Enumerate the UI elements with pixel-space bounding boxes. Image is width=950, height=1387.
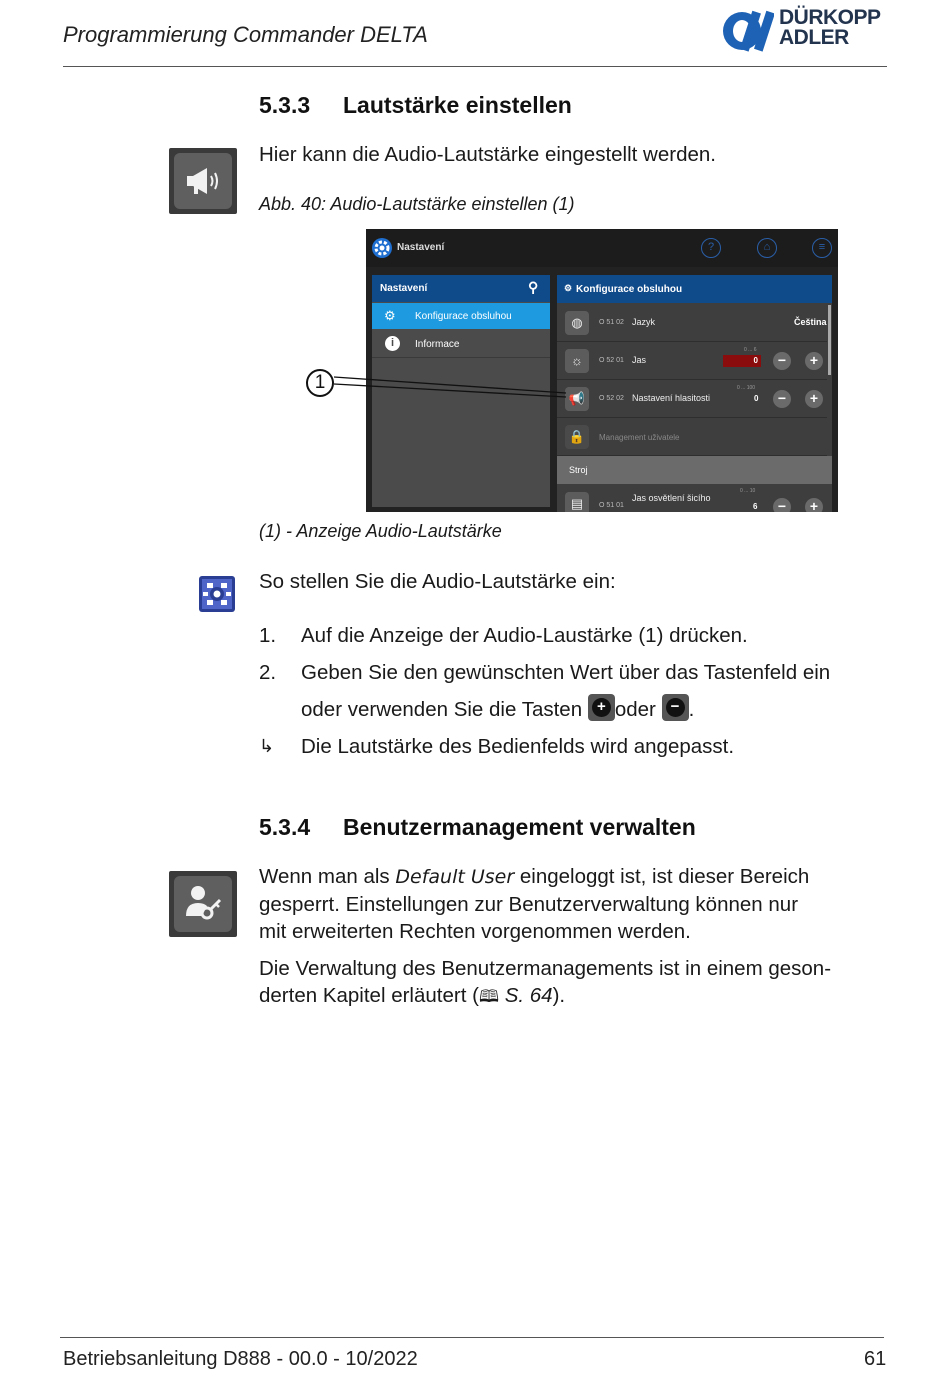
plus-button[interactable]: +	[805, 498, 823, 512]
figure-legend: (1) - Anzeige Audio-Lautstärke	[259, 521, 502, 541]
running-header: Programmierung Commander DELTA	[63, 22, 428, 47]
page-reference-link[interactable]: S. 64	[504, 984, 553, 1007]
section-heading-534	[259, 814, 696, 841]
intro-text: Hier kann die Audio-Lautstärke eingestellt werden.	[259, 143, 716, 166]
step-2-number: 2.	[259, 661, 277, 684]
row-jazyk[interactable]: ◍ O 51 02 Jazyk Čeština	[557, 304, 827, 342]
paragraph-default-user: Wenn man als Default User eingeloggt ist, ist dieser Bereich gesperrt. Einstellungen zur Benutzerverwaltung können nur mit erweiterten Rechten vorgenommen werden.	[259, 865, 810, 943]
screen-titlebar	[366, 229, 838, 267]
search-icon[interactable]: ⚲	[528, 279, 539, 295]
home-icon[interactable]: ⌂	[757, 238, 777, 258]
minus-button[interactable]: −	[773, 352, 791, 370]
user-management-pictogram	[169, 871, 237, 937]
footer-document-id: Betriebsanleitung D888 - 00.0 - 10/2022	[63, 1348, 418, 1370]
logo-line2: ADLER	[779, 26, 849, 49]
result-arrow-icon: ↳	[259, 736, 275, 756]
instruction-lead: So stellen Sie die Audio-Lautstärke ein:	[259, 570, 616, 593]
section-title: Benutzermanagement verwalten	[343, 814, 696, 840]
logo-mark-icon	[722, 10, 774, 52]
row-hlasitost[interactable]: 📢 O 52 02 Nastavení hlasitosti 0 ... 100 0 − +	[557, 380, 827, 418]
lock-icon: 🔒	[565, 425, 589, 449]
volume-button-pictogram	[169, 148, 237, 214]
figure-caption: Abb. 40: Audio-Lautstärke einstellen (1)	[259, 194, 575, 214]
section-number: 5.3.3	[259, 92, 311, 118]
user-gear-icon: ⚙	[384, 308, 396, 323]
section-number: 5.3.4	[259, 814, 311, 840]
megaphone-icon	[174, 153, 232, 209]
user-key-icon	[174, 876, 232, 932]
scrollbar[interactable]	[828, 305, 831, 375]
duerkopp-adler-logo	[722, 8, 892, 52]
brightness-icon: ☼	[565, 349, 589, 373]
plus-button[interactable]: +	[805, 390, 823, 408]
left-item-konfigurace[interactable]: ⚙ Konfigurace obsluhou	[372, 303, 550, 329]
subsection-stroj: Stroj	[557, 456, 832, 484]
callout-line	[330, 375, 570, 400]
step-1-text: Auf die Anzeige der Audio-Laustärke (1) drücken.	[301, 624, 748, 647]
step-2-text-line1: Geben Sie den gewünschten Wert über das Tastenfeld ein	[301, 661, 831, 684]
book-icon: 🕮	[478, 987, 499, 1006]
user-gear-icon: ⚙	[564, 283, 573, 293]
page-number: 61	[864, 1348, 887, 1370]
minus-key-icon: −	[662, 694, 689, 721]
step-2-text-line2: oder verwenden Sie die Tasten + oder − .	[301, 696, 694, 724]
section-heading-533	[259, 92, 572, 119]
callout-marker: 1	[306, 369, 334, 397]
globe-icon: ◍	[565, 311, 589, 335]
section-title: Lautstärke einstellen	[343, 92, 572, 118]
right-panel-header: ⚙ Konfigurace obsluhou	[557, 275, 832, 303]
minus-button[interactable]: −	[773, 390, 791, 408]
plus-button[interactable]: +	[805, 352, 823, 370]
header-rule	[63, 66, 887, 67]
result-text: Die Lautstärke des Bedienfelds wird angepasst.	[301, 735, 735, 758]
paragraph-reference: Die Verwaltung des Benutzermanagements ist in einem geson- derten Kapitel erläutert (🕮 S. 64).	[259, 957, 832, 1007]
logo-line1: DÜRKOPP	[779, 6, 881, 29]
screen-title: Nastavení	[397, 242, 445, 253]
row-management: 🔒 Management uživatele	[557, 418, 827, 456]
settings-right-panel	[557, 275, 832, 512]
value-field-jas[interactable]: 0	[723, 355, 761, 367]
step-1-number: 1.	[259, 624, 277, 647]
menu-icon[interactable]: ≡	[812, 238, 832, 258]
help-icon[interactable]: ?	[701, 238, 721, 258]
left-item-informace[interactable]: i Informace	[372, 331, 550, 358]
gear-icon	[371, 237, 393, 259]
plus-key-icon: +	[588, 694, 615, 721]
screen-figure	[366, 229, 838, 512]
minus-button[interactable]: −	[773, 498, 791, 512]
value-field-hlasitost[interactable]: 0	[754, 394, 759, 403]
instruction-icon	[199, 576, 235, 612]
speaker-icon: 📢	[565, 387, 589, 411]
info-icon: i	[385, 336, 400, 351]
row-jas[interactable]: ☼ O 52 01 Jas 0 ... 6 0 − +	[557, 342, 827, 380]
machine-light-icon: ▤	[565, 492, 589, 512]
left-panel-header: Nastavení ⚲	[372, 275, 550, 302]
footer-rule	[60, 1337, 884, 1338]
row-jas-osvetleni[interactable]: ▤ O 51 01 Jas osvětlení šicího 0 ... 10 6 − +	[557, 485, 827, 512]
